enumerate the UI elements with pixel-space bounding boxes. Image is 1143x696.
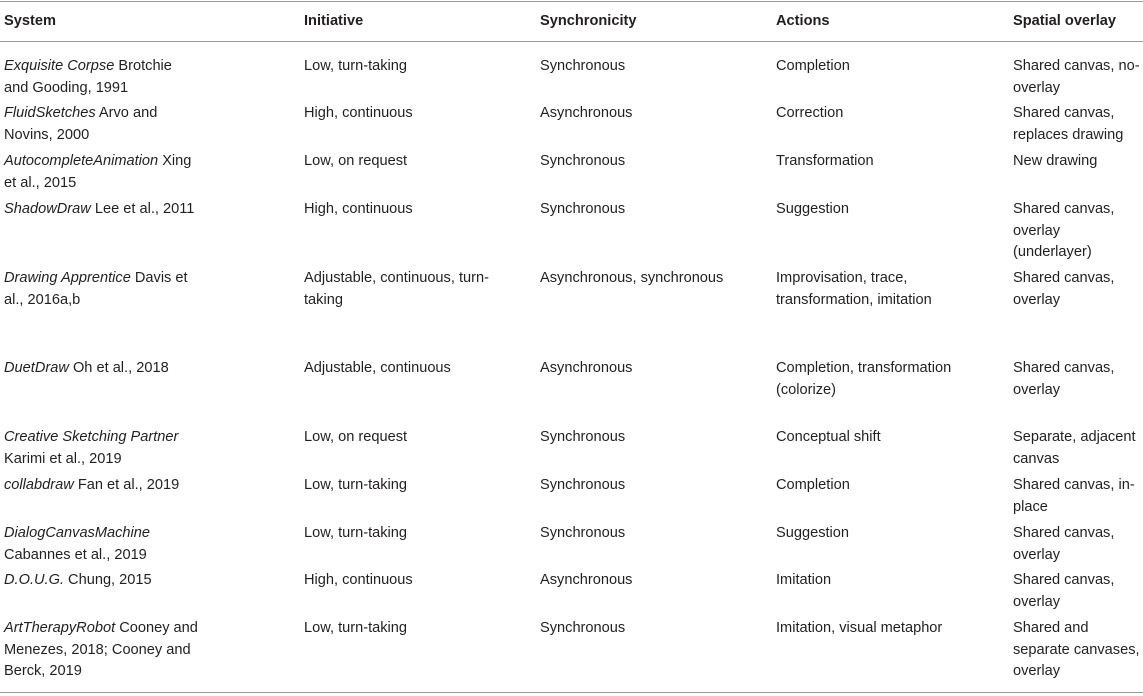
system-reference: Brotchie and Gooding, 1991 [4, 58, 172, 96]
table-bottom-rule [0, 692, 1143, 693]
cell-initiative: High, continuous [304, 105, 413, 121]
cell-system [4, 523, 200, 566]
system-name: Creative Sketching Partner [4, 429, 179, 445]
cell-system [4, 56, 200, 99]
cell-spatial-overlay: Shared canvas, overlay [1013, 525, 1115, 563]
system-name: collabdraw [4, 477, 74, 493]
cell-spatial-overlay: New drawing [1013, 153, 1098, 169]
cell-actions: Imitation, visual metaphor [776, 620, 943, 636]
cell-initiative: Low, on request [304, 429, 408, 445]
cell-actions: Correction [776, 105, 844, 121]
system-name: Drawing Apprentice [4, 270, 131, 286]
cell-spatial-overlay: Separate, adjacent canvas [1013, 429, 1136, 467]
system-reference: Chung, 2015 [64, 572, 152, 588]
cell-actions: Conceptual shift [776, 429, 881, 445]
cell-system [4, 151, 200, 194]
cell-synchronicity: Synchronous [540, 525, 626, 541]
cell-actions: Improvisation, trace, transformation, imitation [776, 270, 932, 308]
cell-actions: Suggestion [776, 525, 850, 541]
cell-spatial-overlay: Shared canvas, in-place [1013, 477, 1135, 515]
cell-system [4, 618, 200, 683]
cell-actions: Completion, transformation (colorize) [776, 360, 952, 398]
cell-synchronicity: Synchronous [540, 58, 626, 74]
cell-initiative: Low, turn-taking [304, 477, 408, 493]
cell-system [4, 570, 200, 592]
header-initiative: Initiative [304, 13, 364, 29]
system-reference: Xing et al., 2015 [4, 153, 192, 191]
header-system: System [4, 13, 56, 29]
system-reference: Arvo and Novins, 2000 [4, 105, 158, 143]
table-header-rule [0, 41, 1143, 42]
system-name: D.O.U.G. [4, 572, 64, 588]
cell-actions: Completion [776, 58, 850, 74]
cell-actions: Transformation [776, 153, 874, 169]
cell-spatial-overlay: Shared canvas, overlay (underlayer) [1013, 201, 1115, 260]
cell-synchronicity: Asynchronous, synchronous [540, 270, 724, 286]
cell-system [4, 475, 200, 497]
table-top-rule [0, 1, 1143, 2]
cell-initiative: Adjustable, continuous [304, 360, 451, 376]
cell-synchronicity: Synchronous [540, 477, 626, 493]
cell-initiative: Low, turn-taking [304, 525, 408, 541]
cell-system [4, 103, 200, 146]
cell-synchronicity: Asynchronous [540, 572, 633, 588]
cell-actions: Suggestion [776, 201, 850, 217]
cell-spatial-overlay: Shared canvas, overlay [1013, 360, 1115, 398]
system-name: ArtTherapyRobot [4, 620, 116, 636]
system-reference: Karimi et al., 2019 [4, 450, 122, 467]
cell-system [4, 199, 200, 221]
cell-initiative: Low, turn-taking [304, 620, 408, 636]
system-reference: Cabannes et al., 2019 [4, 546, 147, 563]
system-reference: Cooney and Menezes, 2018; Cooney and Berck, 2019 [4, 620, 198, 679]
system-name: ShadowDraw [4, 201, 91, 217]
cell-actions: Imitation [776, 572, 832, 588]
system-reference: Lee et al., 2011 [90, 201, 195, 217]
cell-spatial-overlay: Shared canvas, overlay [1013, 572, 1115, 610]
system-reference: Oh et al., 2018 [68, 360, 169, 376]
system-name: DialogCanvasMachine [4, 525, 151, 541]
system-name: Exquisite Corpse [4, 58, 115, 74]
cell-synchronicity: Synchronous [540, 153, 626, 169]
cell-initiative: High, continuous [304, 201, 413, 217]
cell-initiative: Low, turn-taking [304, 58, 408, 74]
cell-actions: Completion [776, 477, 850, 493]
cell-synchronicity: Asynchronous [540, 105, 633, 121]
cell-system [4, 427, 200, 470]
header-spatial-overlay: Spatial overlay [1013, 13, 1117, 29]
cell-spatial-overlay: Shared canvas, overlay [1013, 270, 1115, 308]
system-name: DuetDraw [4, 360, 69, 376]
cell-synchronicity: Synchronous [540, 620, 626, 636]
cell-initiative: Adjustable, continuous, turn-taking [304, 270, 489, 308]
system-reference: Davis et al., 2016a,b [4, 270, 188, 308]
header-actions: Actions [776, 13, 830, 29]
system-name: FluidSketches [4, 105, 96, 121]
system-name: AutocompleteAnimation [4, 153, 159, 169]
cell-spatial-overlay: Shared canvas, replaces drawing [1013, 105, 1124, 143]
cell-synchronicity: Synchronous [540, 429, 626, 445]
cell-spatial-overlay: Shared and separate canvases, overlay [1013, 620, 1140, 679]
cell-initiative: High, continuous [304, 572, 413, 588]
cell-system [4, 268, 200, 311]
cell-spatial-overlay: Shared canvas, no-overlay [1013, 58, 1140, 96]
system-reference: Fan et al., 2019 [73, 477, 180, 493]
header-synchronicity: Synchronicity [540, 13, 637, 29]
cell-initiative: Low, on request [304, 153, 408, 169]
cell-synchronicity: Synchronous [540, 201, 626, 217]
cell-system [4, 358, 200, 380]
cell-synchronicity: Asynchronous [540, 360, 633, 376]
